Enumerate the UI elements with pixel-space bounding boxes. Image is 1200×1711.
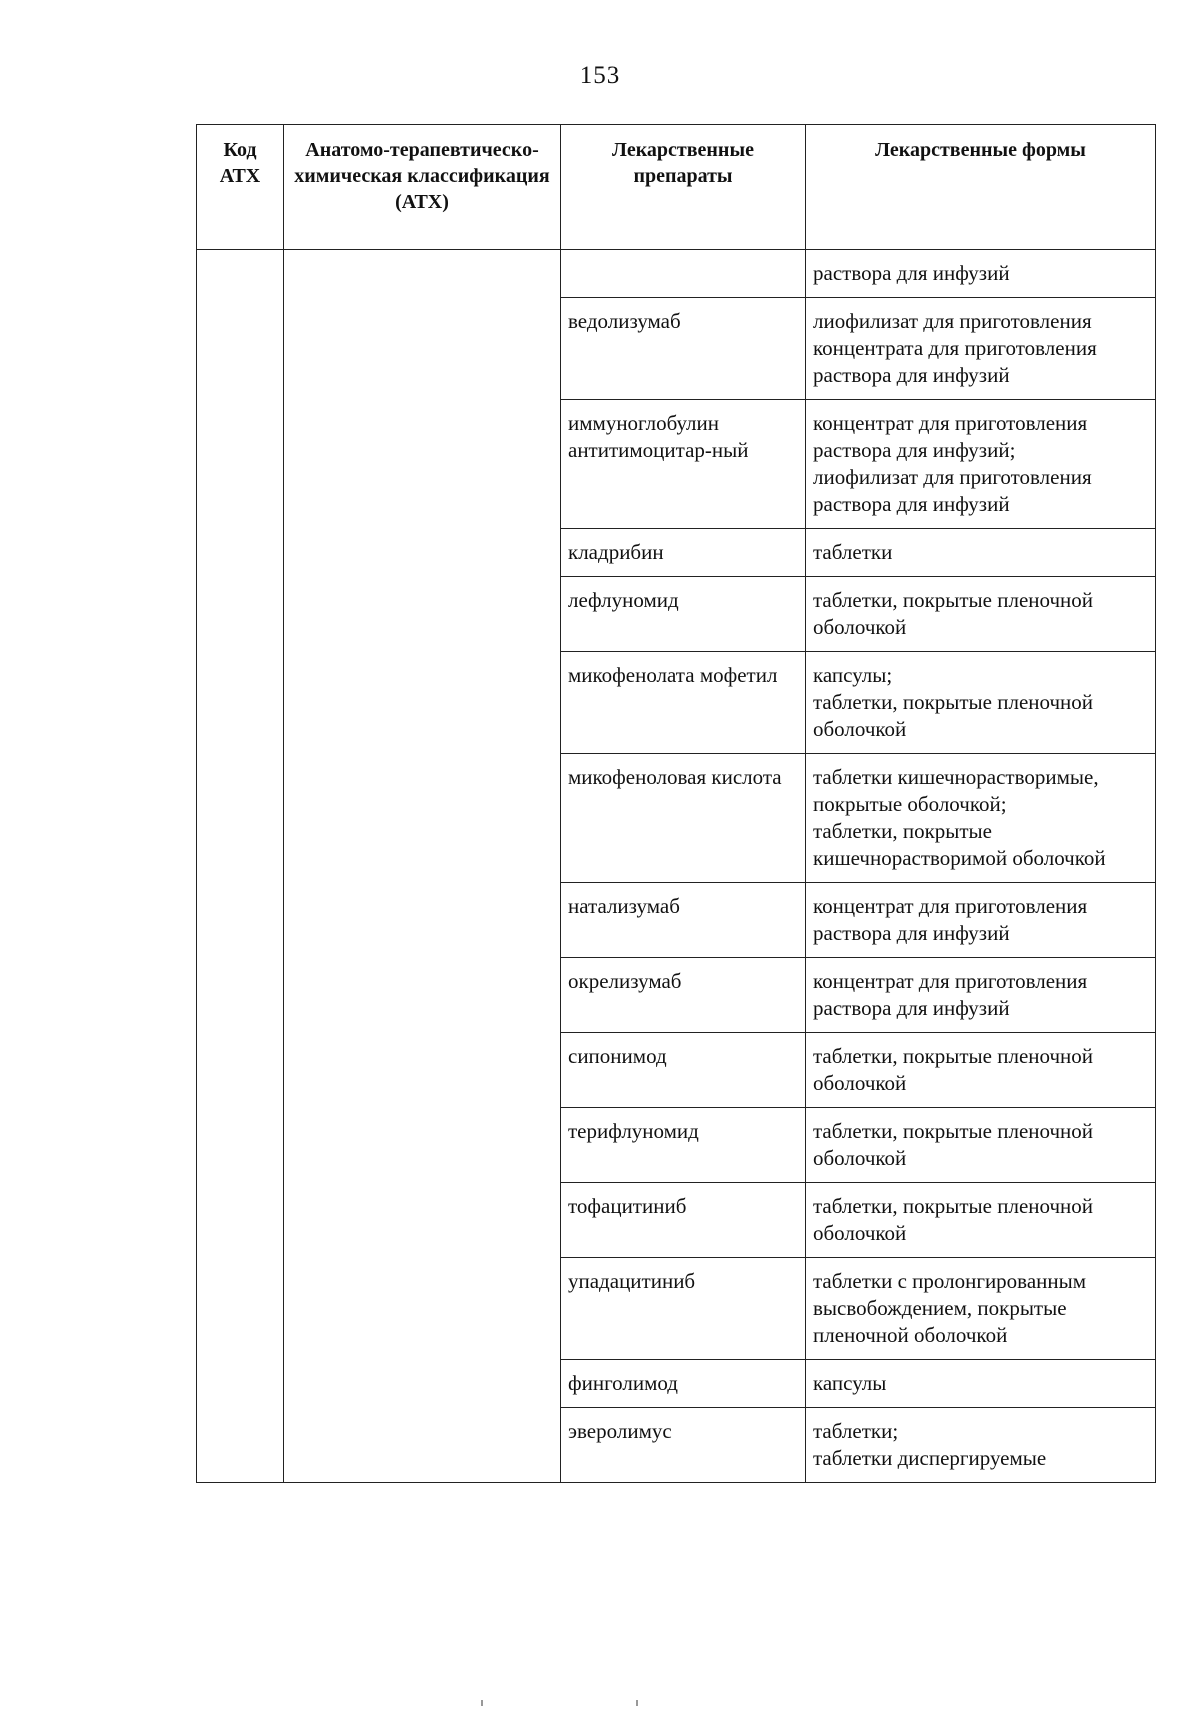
header-drugs: Лекарственные препараты (561, 125, 806, 250)
atx-drug-table (196, 124, 1156, 1483)
drug-name-cell: микофенолата мофетил (561, 652, 806, 754)
drug-name-cell (561, 250, 806, 298)
dosage-form-text: концентрат для приготовления раствора для инфузий (813, 969, 1088, 1020)
drug-name-cell: микофеноловая кислота (561, 754, 806, 883)
header-dosage-forms: Лекарственные формы (806, 125, 1156, 250)
dosage-forms-cell (806, 529, 1156, 577)
dosage-form-text: концентрат для приготовления раствора для инфузий (813, 894, 1088, 945)
dosage-form-text: таблетки, покрытые пленочной оболочкой (813, 1194, 1094, 1245)
dosage-form-text: капсулы; (813, 663, 893, 687)
dosage-forms-cell (806, 1360, 1156, 1408)
drug-name-cell: ведолизумаб (561, 298, 806, 400)
dosage-forms-cell (806, 400, 1156, 529)
drug-name-cell: кладрибин (561, 529, 806, 577)
dosage-form-text: таблетки, покрытые пленочной оболочкой (813, 588, 1094, 639)
table-body (197, 250, 1156, 1483)
dosage-form-text: лиофилизат для приготовления концентрата для приготовления раствора для инфузий (813, 309, 1097, 387)
drug-name-cell: упадацитиниб (561, 1258, 806, 1360)
dosage-form-text: таблетки кишечнорастворимые, покрытые оболочкой; (813, 765, 1099, 816)
drug-name-cell: тофацитиниб (561, 1183, 806, 1258)
dosage-forms-cell (806, 1258, 1156, 1360)
dosage-form-text: таблетки (813, 540, 893, 564)
drug-name-cell: терифлуномид (561, 1108, 806, 1183)
dosage-form-text: таблетки с пролонгированным высвобождением, покрытые пленочной оболочкой (813, 1269, 1087, 1347)
scan-mark (636, 1700, 638, 1706)
atx-classification-cell (284, 250, 561, 1483)
dosage-forms-cell (806, 754, 1156, 883)
drug-name-cell: эверолимус (561, 1408, 806, 1483)
drug-name-cell: окрелизумаб (561, 958, 806, 1033)
dosage-forms-cell (806, 883, 1156, 958)
dosage-forms-cell (806, 1408, 1156, 1483)
header-atx-code: Код АТХ (197, 125, 284, 250)
dosage-form-text: таблетки диспергируемые (813, 1446, 1047, 1470)
dosage-forms-cell (806, 298, 1156, 400)
dosage-form-text: капсулы (813, 1371, 887, 1395)
page-number: 153 (579, 62, 621, 89)
atx-code-cell (197, 250, 284, 1483)
dosage-form-text: таблетки, покрытые пленочной оболочкой (813, 1044, 1094, 1095)
dosage-forms-cell (806, 1108, 1156, 1183)
dosage-forms-cell (806, 250, 1156, 298)
dosage-forms-cell (806, 1183, 1156, 1258)
drug-name-cell: лефлуномид (561, 577, 806, 652)
drug-name-cell: финголимод (561, 1360, 806, 1408)
dosage-forms-cell (806, 577, 1156, 652)
dosage-form-text: таблетки, покрытые кишечнорастворимой оболочкой (813, 819, 1106, 870)
dosage-forms-cell (806, 958, 1156, 1033)
dosage-form-text: концентрат для приготовления раствора для инфузий; (813, 411, 1088, 462)
dosage-forms-cell (806, 652, 1156, 754)
dosage-forms-cell (806, 1033, 1156, 1108)
dosage-form-text: таблетки, покрытые пленочной оболочкой (813, 1119, 1094, 1170)
header-atx-classification: Анатомо-терапевтическо-химическая классификация (АТХ) (284, 125, 561, 250)
table-header-row (197, 125, 1156, 250)
table-row (197, 250, 1156, 298)
dosage-form-text: лиофилизат для приготовления раствора для инфузий (813, 465, 1092, 516)
drug-name-cell: сипонимод (561, 1033, 806, 1108)
dosage-form-text: таблетки, покрытые пленочной оболочкой (813, 690, 1094, 741)
dosage-form-text: таблетки; (813, 1419, 899, 1443)
drug-name-cell: иммуноглобулин антитимоцитар-ный (561, 400, 806, 529)
drug-name-cell: натализумаб (561, 883, 806, 958)
dosage-form-text: раствора для инфузий (813, 261, 1010, 285)
scan-mark (481, 1700, 483, 1706)
